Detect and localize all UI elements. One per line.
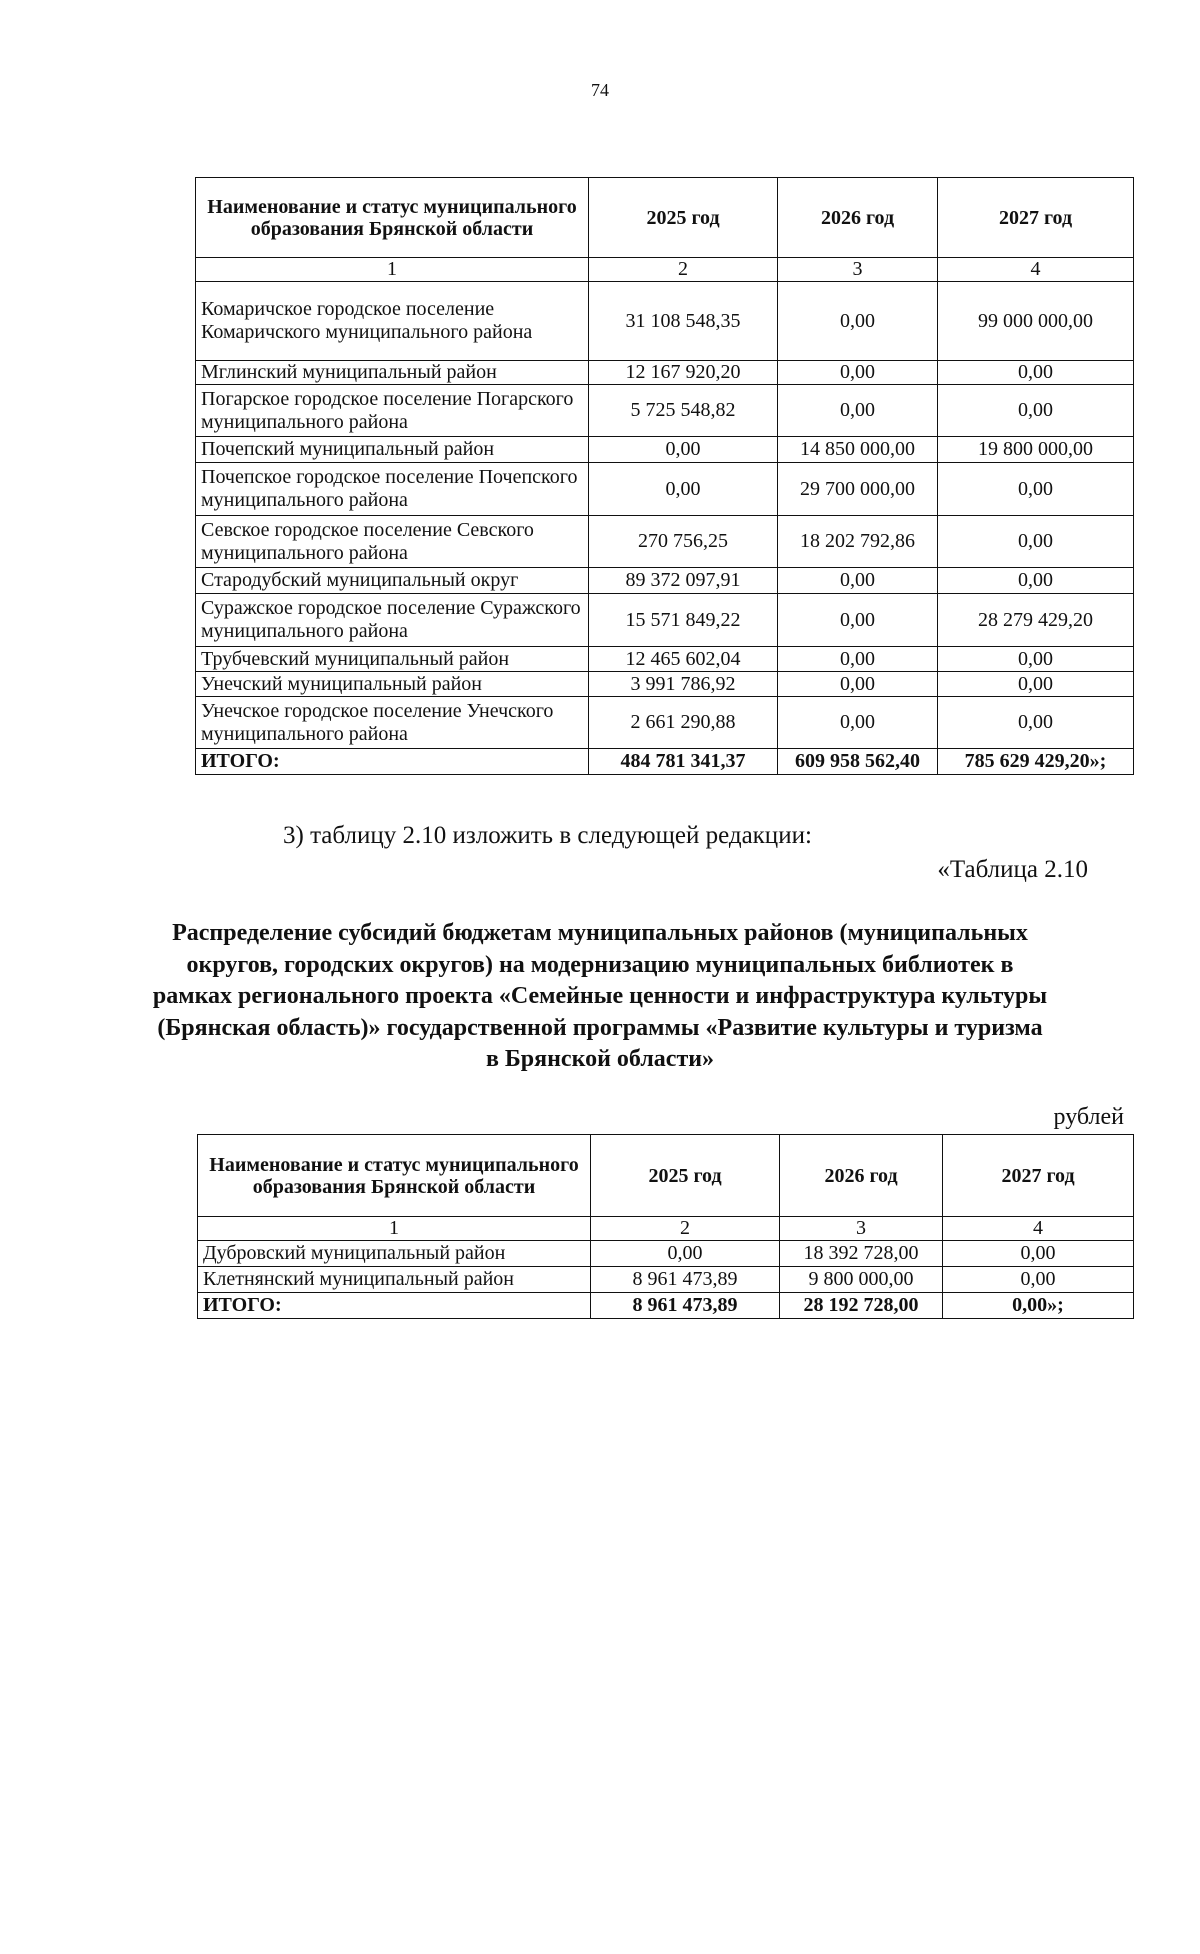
table-row bbox=[196, 361, 1134, 385]
value-2027: 0,00 bbox=[938, 361, 1134, 385]
table-row bbox=[196, 697, 1134, 749]
value-2026: 0,00 bbox=[778, 647, 938, 672]
value-2027: 0,00 bbox=[943, 1241, 1134, 1267]
municipality-name: Комаричское городское поселение Комаричского муниципального района bbox=[196, 282, 589, 361]
value-2025: 8 961 473,89 bbox=[591, 1267, 780, 1293]
value-2027: 0,00 bbox=[943, 1267, 1134, 1293]
value-2026: 14 850 000,00 bbox=[778, 437, 938, 463]
column-index-row bbox=[196, 258, 1134, 282]
table-caption: «Таблица 2.10 bbox=[937, 856, 1088, 883]
value-2026: 0,00 bbox=[778, 697, 938, 749]
value-2025: 0,00 bbox=[589, 437, 778, 463]
value-2025: 12 465 602,04 bbox=[589, 647, 778, 672]
municipality-name: Почепское городское поселение Почепского муниципального района bbox=[196, 463, 589, 516]
municipality-name: Севское городское поселение Севского муниципального района bbox=[196, 516, 589, 568]
value-2025: 31 108 548,35 bbox=[589, 282, 778, 361]
value-2026: 0,00 bbox=[778, 385, 938, 437]
subsidy-table-2-10 bbox=[197, 1134, 1134, 1319]
value-2025: 270 756,25 bbox=[589, 516, 778, 568]
value-2027: 0,00 bbox=[938, 385, 1134, 437]
column-index: 2 bbox=[589, 258, 778, 282]
value-2027: 28 279 429,20 bbox=[938, 594, 1134, 647]
municipality-name: Трубчевский муниципальный район bbox=[196, 647, 589, 672]
table-row bbox=[198, 1241, 1134, 1267]
value-2026: 0,00 bbox=[778, 594, 938, 647]
municipality-name: Мглинский муниципальный район bbox=[196, 361, 589, 385]
municipality-name: Стародубский муниципальный округ bbox=[196, 568, 589, 594]
total-2025: 8 961 473,89 bbox=[591, 1293, 780, 1319]
total-row bbox=[196, 749, 1134, 775]
column-index: 3 bbox=[780, 1217, 943, 1241]
value-2026: 18 392 728,00 bbox=[780, 1241, 943, 1267]
table-row bbox=[196, 516, 1134, 568]
column-index: 1 bbox=[198, 1217, 591, 1241]
table-header-row bbox=[198, 1135, 1134, 1217]
total-2027: 785 629 429,20»; bbox=[938, 749, 1134, 775]
header-municipality: Наименование и статус муниципального образования Брянской области bbox=[198, 1135, 591, 1217]
total-row bbox=[198, 1293, 1134, 1319]
table-row bbox=[196, 463, 1134, 516]
municipality-name: Дубровский муниципальный район bbox=[198, 1241, 591, 1267]
value-2026: 0,00 bbox=[778, 282, 938, 361]
value-2025: 12 167 920,20 bbox=[589, 361, 778, 385]
value-2027: 0,00 bbox=[938, 568, 1134, 594]
total-2027: 0,00»; bbox=[943, 1293, 1134, 1319]
header-year-2027: 2027 год bbox=[938, 178, 1134, 258]
table-row bbox=[196, 647, 1134, 672]
total-label: ИТОГО: bbox=[196, 749, 589, 775]
value-2026: 0,00 bbox=[778, 568, 938, 594]
municipality-name: Унечский муниципальный район bbox=[196, 672, 589, 697]
column-index-row bbox=[198, 1217, 1134, 1241]
table-row bbox=[196, 437, 1134, 463]
value-2027: 99 000 000,00 bbox=[938, 282, 1134, 361]
table-row bbox=[196, 568, 1134, 594]
municipality-name: Унечское городское поселение Унечского муниципального района bbox=[196, 697, 589, 749]
municipality-name: Суражское городское поселение Суражского муниципального района bbox=[196, 594, 589, 647]
value-2025: 2 661 290,88 bbox=[589, 697, 778, 749]
total-2025: 484 781 341,37 bbox=[589, 749, 778, 775]
value-2025: 3 991 786,92 bbox=[589, 672, 778, 697]
column-index: 4 bbox=[943, 1217, 1134, 1241]
municipality-name: Почепский муниципальный район bbox=[196, 437, 589, 463]
table-heading: Распределение субсидий бюджетам муниципальных районов (муниципальных округов, городских округов) на модернизацию муниципальных библиотек в рамках регионального проекта «Семейные ценности и инфраструктура культуры (Брянская область)» государственной программы «Развитие культуры и туризма в Брянской области» bbox=[152, 920, 1048, 1072]
table-header-row bbox=[196, 178, 1134, 258]
amendment-instruction: 3) таблицу 2.10 изложить в следующей редакции: bbox=[283, 822, 812, 849]
value-2026: 18 202 792,86 bbox=[778, 516, 938, 568]
total-label: ИТОГО: bbox=[198, 1293, 591, 1319]
header-year-2025: 2025 год bbox=[591, 1135, 780, 1217]
value-2027: 0,00 bbox=[938, 463, 1134, 516]
value-2025: 15 571 849,22 bbox=[589, 594, 778, 647]
value-2027: 0,00 bbox=[938, 672, 1134, 697]
value-2027: 0,00 bbox=[938, 516, 1134, 568]
value-2027: 0,00 bbox=[938, 697, 1134, 749]
column-index: 3 bbox=[778, 258, 938, 282]
header-year-2025: 2025 год bbox=[589, 178, 778, 258]
value-2025: 5 725 548,82 bbox=[589, 385, 778, 437]
value-2027: 19 800 000,00 bbox=[938, 437, 1134, 463]
value-2025: 89 372 097,91 bbox=[589, 568, 778, 594]
value-2025: 0,00 bbox=[591, 1241, 780, 1267]
header-municipality: Наименование и статус муниципального образования Брянской области bbox=[196, 178, 589, 258]
municipality-name: Клетнянский муниципальный район bbox=[198, 1267, 591, 1293]
units-label: рублей bbox=[1053, 1104, 1124, 1130]
column-index: 2 bbox=[591, 1217, 780, 1241]
value-2026: 29 700 000,00 bbox=[778, 463, 938, 516]
value-2026: 0,00 bbox=[778, 672, 938, 697]
municipality-name: Погарское городское поселение Погарского муниципального района bbox=[196, 385, 589, 437]
column-index: 4 bbox=[938, 258, 1134, 282]
header-year-2026: 2026 год bbox=[780, 1135, 943, 1217]
table-row bbox=[198, 1267, 1134, 1293]
total-2026: 28 192 728,00 bbox=[780, 1293, 943, 1319]
value-2025: 0,00 bbox=[589, 463, 778, 516]
table-row bbox=[196, 282, 1134, 361]
value-2027: 0,00 bbox=[938, 647, 1134, 672]
page-number: 74 bbox=[591, 80, 609, 100]
table-row bbox=[196, 594, 1134, 647]
table-row bbox=[196, 385, 1134, 437]
value-2026: 9 800 000,00 bbox=[780, 1267, 943, 1293]
value-2026: 0,00 bbox=[778, 361, 938, 385]
header-year-2027: 2027 год bbox=[943, 1135, 1134, 1217]
header-year-2026: 2026 год bbox=[778, 178, 938, 258]
total-2026: 609 958 562,40 bbox=[778, 749, 938, 775]
table-row bbox=[196, 672, 1134, 697]
column-index: 1 bbox=[196, 258, 589, 282]
subsidy-table-continued bbox=[195, 177, 1134, 775]
